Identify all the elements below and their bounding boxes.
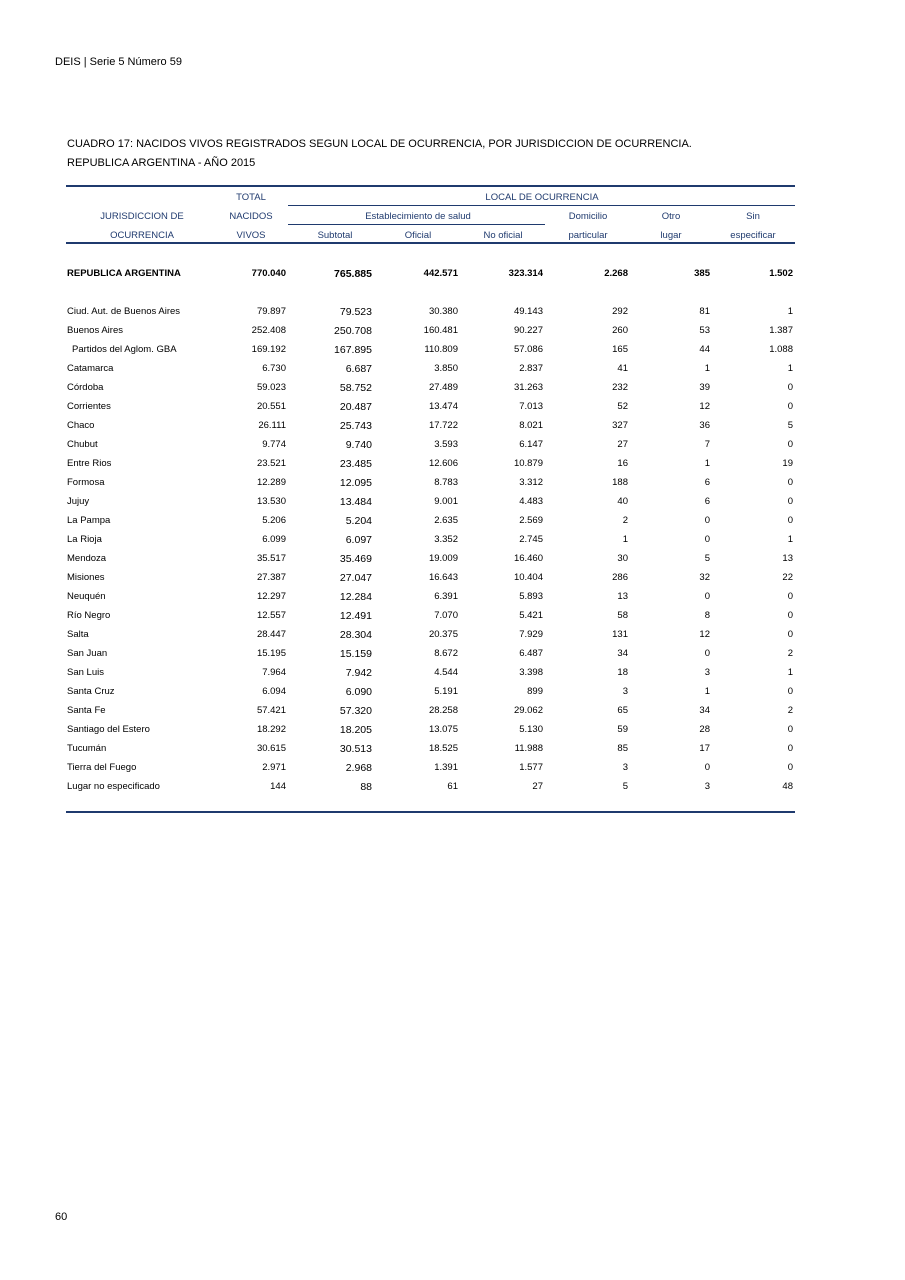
cell-sin: 1.387: [769, 325, 793, 336]
cell-total: 18.292: [256, 724, 286, 735]
table-row: [66, 549, 795, 568]
cell-subtotal: 27.047: [339, 571, 372, 584]
cell-domicilio: 292: [612, 306, 628, 317]
cell-no-oficial: 27: [532, 781, 543, 792]
cell-no-oficial: 49.143: [513, 306, 543, 317]
cell-domicilio: 40: [617, 496, 628, 507]
cell-total: 7.964: [262, 667, 286, 678]
cell-subtotal: 167.895: [334, 343, 372, 356]
cell-total: 252.408: [251, 325, 286, 336]
cell-sin: 0: [787, 515, 793, 526]
header-top-rule: [66, 185, 795, 187]
cell-total: 6.099: [262, 534, 286, 545]
cell-otro: 0: [704, 648, 710, 659]
cell-otro: 8: [704, 610, 710, 621]
local-subrule: [288, 205, 795, 206]
cell-no-oficial: 5.893: [519, 591, 543, 602]
col-jurisdiccion-1: JURISDICCION DE: [100, 211, 184, 222]
cell-sin: 1: [787, 667, 793, 678]
cell-domicilio: 16: [617, 458, 628, 469]
cell-sin: 0: [787, 439, 793, 450]
row-name: Santiago del Estero: [67, 724, 150, 735]
cell-oficial: 12.606: [428, 458, 458, 469]
cell-oficial: 28.258: [428, 705, 458, 716]
cell-domicilio: 18: [617, 667, 628, 678]
cell-total: 770.040: [251, 268, 286, 279]
cell-domicilio: 131: [612, 629, 628, 640]
cell-sin: 0: [787, 382, 793, 393]
cell-otro: 36: [699, 420, 710, 431]
row-name: San Juan: [67, 648, 108, 659]
cell-sin: 0: [787, 401, 793, 412]
cell-sin: 2: [787, 648, 793, 659]
row-name: Tierra del Fuego: [67, 762, 137, 773]
national-row: [66, 264, 795, 283]
row-name: Corrientes: [67, 401, 111, 412]
cell-otro: 12: [699, 629, 710, 640]
cell-total: 12.557: [256, 610, 286, 621]
cell-sin: 0: [787, 629, 793, 640]
col-establecimiento: Establecimiento de salud: [365, 211, 471, 222]
col-subtotal: Subtotal: [317, 230, 353, 241]
cell-sin: 1.088: [769, 344, 793, 355]
series-header: DEIS | Serie 5 Número 59: [55, 56, 182, 68]
row-name: Mendoza: [67, 553, 107, 564]
col-domicilio-1: Domicilio: [568, 211, 608, 222]
cell-sin: 1: [787, 534, 793, 545]
cell-sin: 19: [782, 458, 793, 469]
cell-domicilio: 1: [622, 534, 628, 545]
cell-subtotal: 5.204: [345, 514, 372, 527]
col-otro-1: Otro: [661, 211, 681, 222]
cell-otro: 6: [704, 477, 710, 488]
cell-oficial: 3.352: [434, 534, 458, 545]
cell-sin: 2: [787, 705, 793, 716]
col-jurisdiccion-2: OCURRENCIA: [110, 230, 174, 241]
cell-domicilio: 327: [612, 420, 628, 431]
row-name: Santa Fe: [67, 705, 106, 716]
table-title: [67, 135, 692, 173]
row-name: Neuquén: [67, 591, 106, 602]
table-row: [66, 644, 795, 663]
row-name: Entre Rios: [67, 458, 112, 469]
cell-domicilio: 2.268: [604, 268, 628, 279]
cell-subtotal: 35.469: [339, 552, 372, 565]
cell-no-oficial: 11.988: [514, 743, 543, 754]
cell-sin: 1.502: [769, 268, 793, 279]
table-row: [66, 739, 795, 758]
cell-oficial: 18.525: [428, 743, 458, 754]
cell-total: 23.521: [256, 458, 286, 469]
cell-sin: 1: [787, 363, 793, 374]
cell-domicilio: 59: [617, 724, 628, 735]
cell-subtotal: 13.484: [339, 495, 372, 508]
cell-no-oficial: 323.314: [508, 268, 543, 279]
cell-subtotal: 23.485: [339, 457, 372, 470]
cell-total: 59.023: [256, 382, 286, 393]
table-row: [66, 663, 795, 682]
cell-oficial: 8.672: [434, 648, 458, 659]
row-name: Formosa: [67, 477, 105, 488]
cell-oficial: 160.481: [423, 325, 458, 336]
cell-domicilio: 165: [612, 344, 628, 355]
cell-no-oficial: 899: [527, 686, 543, 697]
table-row: [66, 492, 795, 511]
table-row: [66, 416, 795, 435]
cell-subtotal: 765.885: [334, 267, 372, 280]
cell-subtotal: 25.743: [339, 419, 372, 432]
cell-otro: 39: [699, 382, 710, 393]
cell-otro: 17: [699, 743, 710, 754]
col-oficial: Oficial: [404, 230, 432, 241]
cell-oficial: 61: [447, 781, 458, 792]
cell-domicilio: 58: [617, 610, 628, 621]
title-line-2: REPUBLICA ARGENTINA - AÑO 2015: [67, 157, 256, 169]
row-name: La Rioja: [67, 534, 102, 545]
cell-otro: 1: [704, 458, 710, 469]
col-total-3: VIVOS: [236, 230, 266, 241]
cell-subtotal: 6.090: [345, 685, 372, 698]
cell-sin: 0: [787, 610, 793, 621]
cell-oficial: 4.544: [434, 667, 458, 678]
table-row: [66, 340, 795, 359]
table-row: [66, 359, 795, 378]
cell-subtotal: 58.752: [339, 381, 372, 394]
cell-otro: 5: [704, 553, 710, 564]
cell-domicilio: 27: [617, 439, 628, 450]
cell-subtotal: 12.284: [339, 590, 372, 603]
cell-oficial: 30.380: [428, 306, 458, 317]
cell-oficial: 27.489: [428, 382, 458, 393]
cell-no-oficial: 2.745: [519, 534, 543, 545]
cell-subtotal: 18.205: [339, 723, 372, 736]
cell-domicilio: 232: [612, 382, 628, 393]
cell-domicilio: 41: [617, 363, 628, 374]
cell-otro: 44: [699, 344, 710, 355]
row-name: Río Negro: [67, 610, 111, 621]
cell-no-oficial: 3.312: [519, 477, 543, 488]
cell-no-oficial: 1.577: [519, 762, 543, 773]
spacer-row: [66, 283, 795, 302]
cell-domicilio: 5: [622, 781, 628, 792]
cell-otro: 385: [694, 268, 710, 279]
col-total-2: NACIDOS: [229, 211, 273, 222]
table-row: [66, 530, 795, 549]
cell-subtotal: 250.708: [334, 324, 372, 337]
table-bottom-rule: [66, 811, 795, 813]
cell-domicilio: 52: [617, 401, 628, 412]
cell-total: 5.206: [262, 515, 286, 526]
table-row: [66, 720, 795, 739]
births-table: [66, 264, 795, 796]
row-name: Chaco: [67, 420, 95, 431]
row-name: Ciud. Aut. de Buenos Aires: [67, 306, 181, 317]
table-row: [66, 378, 795, 397]
cell-oficial: 20.375: [428, 629, 458, 640]
cell-no-oficial: 29.062: [513, 705, 543, 716]
cell-oficial: 2.635: [434, 515, 458, 526]
cell-otro: 28: [699, 724, 710, 735]
row-name: REPUBLICA ARGENTINA: [67, 268, 181, 279]
cell-otro: 6: [704, 496, 710, 507]
cell-domicilio: 30: [617, 553, 628, 564]
cell-otro: 0: [704, 515, 710, 526]
cell-oficial: 442.571: [423, 268, 458, 279]
cell-oficial: 13.075: [428, 724, 458, 735]
row-name: Misiones: [67, 572, 105, 583]
row-name: Chubut: [67, 439, 98, 450]
col-domicilio-2: particular: [568, 230, 608, 241]
cell-sin: 0: [787, 743, 793, 754]
cell-otro: 32: [699, 572, 710, 583]
cell-no-oficial: 57.086: [513, 344, 543, 355]
table-row: [66, 587, 795, 606]
cell-total: 144: [270, 781, 286, 792]
cell-no-oficial: 4.483: [519, 496, 543, 507]
table-row: [66, 777, 795, 796]
cell-sin: 0: [787, 762, 793, 773]
cell-oficial: 7.070: [434, 610, 458, 621]
cell-subtotal: 57.320: [339, 704, 372, 717]
cell-sin: 5: [787, 420, 793, 431]
cell-no-oficial: 10.879: [513, 458, 543, 469]
cell-total: 15.195: [256, 648, 286, 659]
cell-total: 30.615: [256, 743, 286, 754]
establecimiento-subrule: [288, 224, 545, 225]
cell-sin: 13: [782, 553, 793, 564]
cell-oficial: 6.391: [434, 591, 458, 602]
cell-oficial: 3.593: [434, 439, 458, 450]
cell-total: 9.774: [262, 439, 286, 450]
table-row: [66, 568, 795, 587]
cell-sin: 0: [787, 686, 793, 697]
cell-total: 13.530: [256, 496, 286, 507]
cell-otro: 12: [699, 401, 710, 412]
cell-total: 57.421: [256, 705, 286, 716]
cell-no-oficial: 2.569: [519, 515, 543, 526]
cell-domicilio: 188: [612, 477, 628, 488]
cell-subtotal: 88: [360, 780, 372, 793]
cell-total: 28.447: [256, 629, 286, 640]
table-row: [66, 435, 795, 454]
cell-otro: 3: [704, 781, 710, 792]
cell-sin: 0: [787, 496, 793, 507]
cell-total: 12.289: [256, 477, 286, 488]
row-name: Córdoba: [67, 382, 104, 393]
cell-subtotal: 79.523: [339, 305, 372, 318]
table-row: [66, 321, 795, 340]
cell-oficial: 16.643: [428, 572, 458, 583]
cell-total: 35.517: [256, 553, 286, 564]
cell-total: 2.971: [262, 762, 286, 773]
row-name: Salta: [67, 629, 89, 640]
cell-subtotal: 28.304: [339, 628, 372, 641]
cell-otro: 3: [704, 667, 710, 678]
cell-domicilio: 3: [622, 762, 628, 773]
cell-no-oficial: 5.130: [519, 724, 543, 735]
cell-no-oficial: 10.404: [513, 572, 543, 583]
row-name: Catamarca: [67, 363, 114, 374]
cell-subtotal: 12.095: [339, 476, 372, 489]
cell-total: 6.730: [262, 363, 286, 374]
title-line-1: CUADRO 17: NACIDOS VIVOS REGISTRADOS SEGUN LOCAL DE OCURRENCIA, POR JURISDICCION DE OCURRENCIA.: [67, 138, 692, 150]
cell-total: 12.297: [256, 591, 286, 602]
cell-otro: 0: [704, 591, 710, 602]
row-name: Buenos Aires: [67, 325, 123, 336]
row-name: Partidos del Aglom. GBA: [72, 344, 177, 355]
cell-oficial: 19.009: [428, 553, 458, 564]
cell-otro: 34: [699, 705, 710, 716]
cell-subtotal: 30.513: [339, 742, 372, 755]
cell-domicilio: 2: [622, 515, 628, 526]
cell-subtotal: 6.687: [345, 362, 372, 375]
cell-subtotal: 20.487: [339, 400, 372, 413]
cell-sin: 22: [782, 572, 793, 583]
cell-oficial: 13.474: [428, 401, 458, 412]
cell-oficial: 110.809: [424, 344, 458, 355]
cell-otro: 81: [699, 306, 710, 317]
cell-total: 26.111: [258, 420, 286, 431]
table-row: [66, 758, 795, 777]
cell-subtotal: 12.491: [339, 609, 372, 622]
cell-no-oficial: 7.013: [519, 401, 543, 412]
cell-subtotal: 9.740: [345, 438, 372, 451]
cell-domicilio: 34: [617, 648, 628, 659]
cell-domicilio: 65: [617, 705, 628, 716]
table-row: [66, 625, 795, 644]
cell-no-oficial: 5.421: [519, 610, 543, 621]
cell-total: 20.551: [256, 401, 286, 412]
cell-domicilio: 3: [622, 686, 628, 697]
cell-oficial: 17.722: [428, 420, 458, 431]
row-name: La Pampa: [67, 515, 111, 526]
page-number: 60: [55, 1211, 68, 1223]
table-row: [66, 397, 795, 416]
row-name: San Luis: [67, 667, 104, 678]
row-name: Tucumán: [67, 743, 107, 754]
table-row: [66, 606, 795, 625]
cell-sin: 0: [787, 477, 793, 488]
table-row: [66, 454, 795, 473]
col-sin-2: especificar: [730, 230, 776, 241]
cell-sin: 0: [787, 724, 793, 735]
cell-no-oficial: 3.398: [519, 667, 543, 678]
cell-sin: 0: [787, 591, 793, 602]
cell-no-oficial: 7.929: [519, 629, 543, 640]
row-name: Lugar no especificado: [67, 781, 160, 792]
col-total-1: TOTAL: [236, 192, 266, 203]
cell-sin: 48: [782, 781, 793, 792]
cell-oficial: 3.850: [434, 363, 458, 374]
col-sin-1: Sin: [746, 211, 760, 222]
cell-no-oficial: 2.837: [519, 363, 543, 374]
cell-otro: 1: [704, 363, 710, 374]
cell-total: 27.387: [256, 572, 286, 583]
cell-domicilio: 13: [617, 591, 628, 602]
cell-oficial: 1.391: [434, 762, 458, 773]
cell-no-oficial: 90.227: [513, 325, 543, 336]
cell-total: 169.192: [251, 344, 286, 355]
col-no-oficial: No oficial: [483, 230, 523, 241]
table-row: [66, 701, 795, 720]
col-otro-2: lugar: [660, 230, 682, 241]
cell-subtotal: 2.968: [345, 761, 372, 774]
table-row: [66, 511, 795, 530]
cell-total: 6.094: [262, 686, 286, 697]
cell-no-oficial: 6.487: [519, 648, 543, 659]
cell-subtotal: 6.097: [345, 533, 372, 546]
cell-subtotal: 15.159: [339, 647, 372, 660]
table-row: [66, 302, 795, 321]
cell-no-oficial: 6.147: [519, 439, 543, 450]
table-row: [66, 473, 795, 492]
row-name: Santa Cruz: [67, 686, 115, 697]
cell-domicilio: 286: [612, 572, 628, 583]
cell-sin: 1: [787, 306, 793, 317]
header-bottom-rule: [66, 242, 795, 244]
table-row: [66, 682, 795, 701]
cell-oficial: 5.191: [434, 686, 458, 697]
cell-oficial: 8.783: [434, 477, 458, 488]
col-local: LOCAL DE OCURRENCIA: [485, 192, 599, 203]
cell-otro: 1: [704, 686, 710, 697]
cell-oficial: 9.001: [434, 496, 458, 507]
cell-otro: 0: [704, 762, 710, 773]
cell-otro: 53: [699, 325, 710, 336]
cell-domicilio: 85: [617, 743, 628, 754]
cell-no-oficial: 31.263: [513, 382, 543, 393]
cell-no-oficial: 16.460: [513, 553, 543, 564]
cell-no-oficial: 8.021: [519, 420, 543, 431]
cell-total: 79.897: [256, 306, 286, 317]
row-name: Jujuy: [67, 496, 90, 507]
cell-subtotal: 7.942: [345, 666, 372, 679]
cell-domicilio: 260: [612, 325, 628, 336]
cell-otro: 7: [704, 439, 710, 450]
cell-otro: 0: [704, 534, 710, 545]
